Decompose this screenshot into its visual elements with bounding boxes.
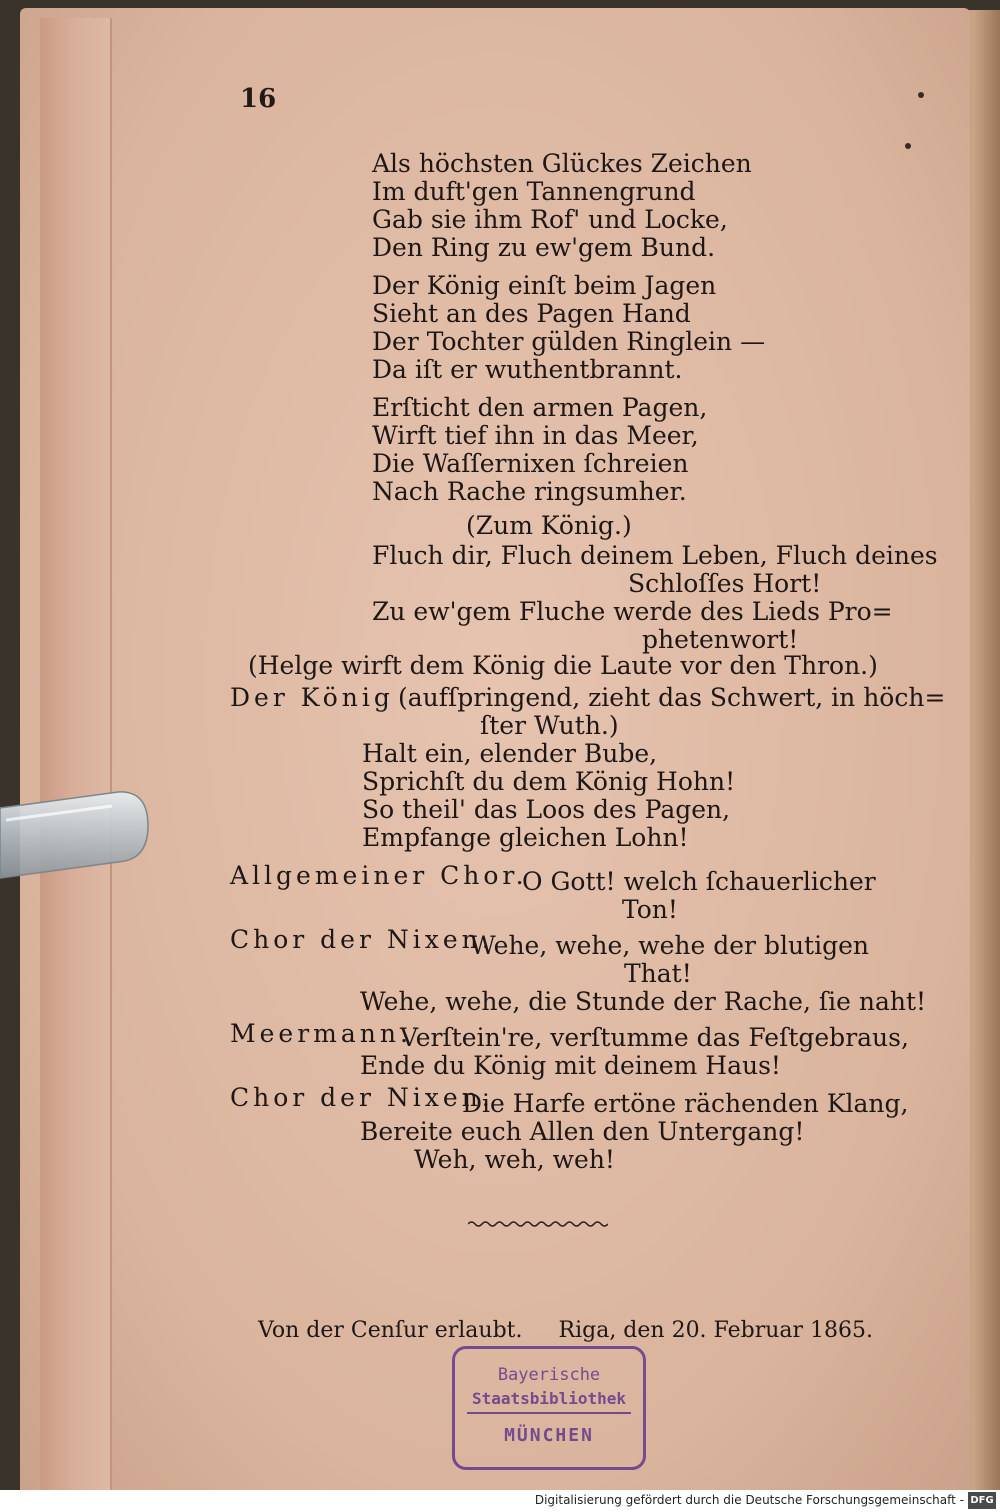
speech-line: Weh, weh, weh! [414, 1145, 615, 1174]
stamp-line: MÜNCHEN [504, 1425, 594, 1446]
censorship-note: Von der Cenſur erlaubt. [258, 1318, 523, 1343]
stamp-line: Bayerische [497, 1365, 601, 1385]
dfg-logo: DFG [968, 1492, 996, 1509]
verse-line: Im duft'gen Tannengrund [372, 177, 696, 206]
speaker-label: Chor der Nixen. [230, 1083, 494, 1112]
curse-line: phetenwort! [642, 625, 799, 654]
verse-line: Als höchsten Glückes Zeichen [372, 149, 752, 178]
curse-line: Fluch dir, Fluch deinem Leben, Fluch deines [372, 541, 938, 570]
ornamental-divider [468, 1220, 608, 1228]
speech-line: O Gott! welch ſchauerlicher [522, 867, 876, 896]
stage-direction: (Zum König.) [466, 511, 632, 540]
verse-line: Die Waſſernixen ſchreien [372, 449, 689, 478]
verse-line: Erſticht den armen Pagen, [372, 393, 708, 422]
stamp-rule [467, 1412, 631, 1414]
speech-line: Verſtein're, verſtumme das Feſtgebraus, [400, 1023, 909, 1052]
verse-line: Der König einſt beim Jagen [372, 271, 717, 300]
speech-line: Ende du König mit deinem Haus! [360, 1051, 781, 1080]
speaker-label: Meermann. [230, 1019, 412, 1048]
imprint-line [258, 1318, 873, 1343]
verse-line: Den Ring zu ew'gem Bund. [372, 233, 716, 262]
stamp-line: Staatsbibliothek [471, 1389, 627, 1408]
speech-line: Halt ein, elender Bube, [362, 739, 658, 768]
verse-line: Wirft tief ihn in das Meer, [372, 421, 699, 450]
verse-line: Sieht an des Pagen Hand [372, 299, 691, 328]
speaker-label: Allgemeiner Chor. [230, 861, 528, 890]
speaker-label: Chor der Nixen. [230, 925, 494, 954]
speech-line: Wehe, wehe, wehe der blutigen [470, 931, 869, 960]
stage-direction: (Helge wirft dem König die Laute vor den Thron.) [248, 651, 878, 680]
library-stamp [452, 1346, 646, 1470]
place-date: Riga, den 20. Februar 1865. [558, 1318, 874, 1343]
speech-line: That! [624, 959, 692, 988]
stage-direction: ſter Wuth.) [480, 711, 619, 740]
curse-line: Zu ew'gem Fluche werde des Lieds Pro= [372, 597, 893, 626]
page-holder-clip [0, 790, 150, 880]
speech-line: Empfange gleichen Lohn! [362, 823, 689, 852]
speaker-label: Der König [230, 683, 394, 712]
page-number: 16 [240, 84, 277, 114]
footer-bar [0, 1490, 1000, 1512]
speech-line: Ton! [622, 895, 678, 924]
verse-line: Da iſt er wuthentbrannt. [372, 355, 683, 384]
speech-line: Die Harfe ertöne rächenden Klang, [462, 1089, 909, 1118]
speech-line: So theil' das Loos des Pagen, [362, 795, 731, 824]
footer-credit: Digitalisierung gefördert durch die Deutsche Forschungsgemeinschaft - [534, 1493, 964, 1507]
stage-direction: (aufſpringend, zieht das Schwert, in höch= [398, 683, 946, 712]
speech-line: Sprichſt du dem König Hohn! [362, 767, 736, 796]
verse-line: Gab sie ihm Rof' und Locke, [372, 205, 728, 234]
speech-line: Wehe, wehe, die Stunde der Rache, ſie naht! [360, 987, 927, 1016]
verse-line: Nach Rache ringsumher. [372, 477, 687, 506]
verse-line: Der Tochter gülden Ringlein — [372, 327, 766, 356]
curse-line: Schloſſes Hort! [628, 569, 822, 598]
speech-line: Bereite euch Allen den Untergang! [360, 1117, 805, 1146]
